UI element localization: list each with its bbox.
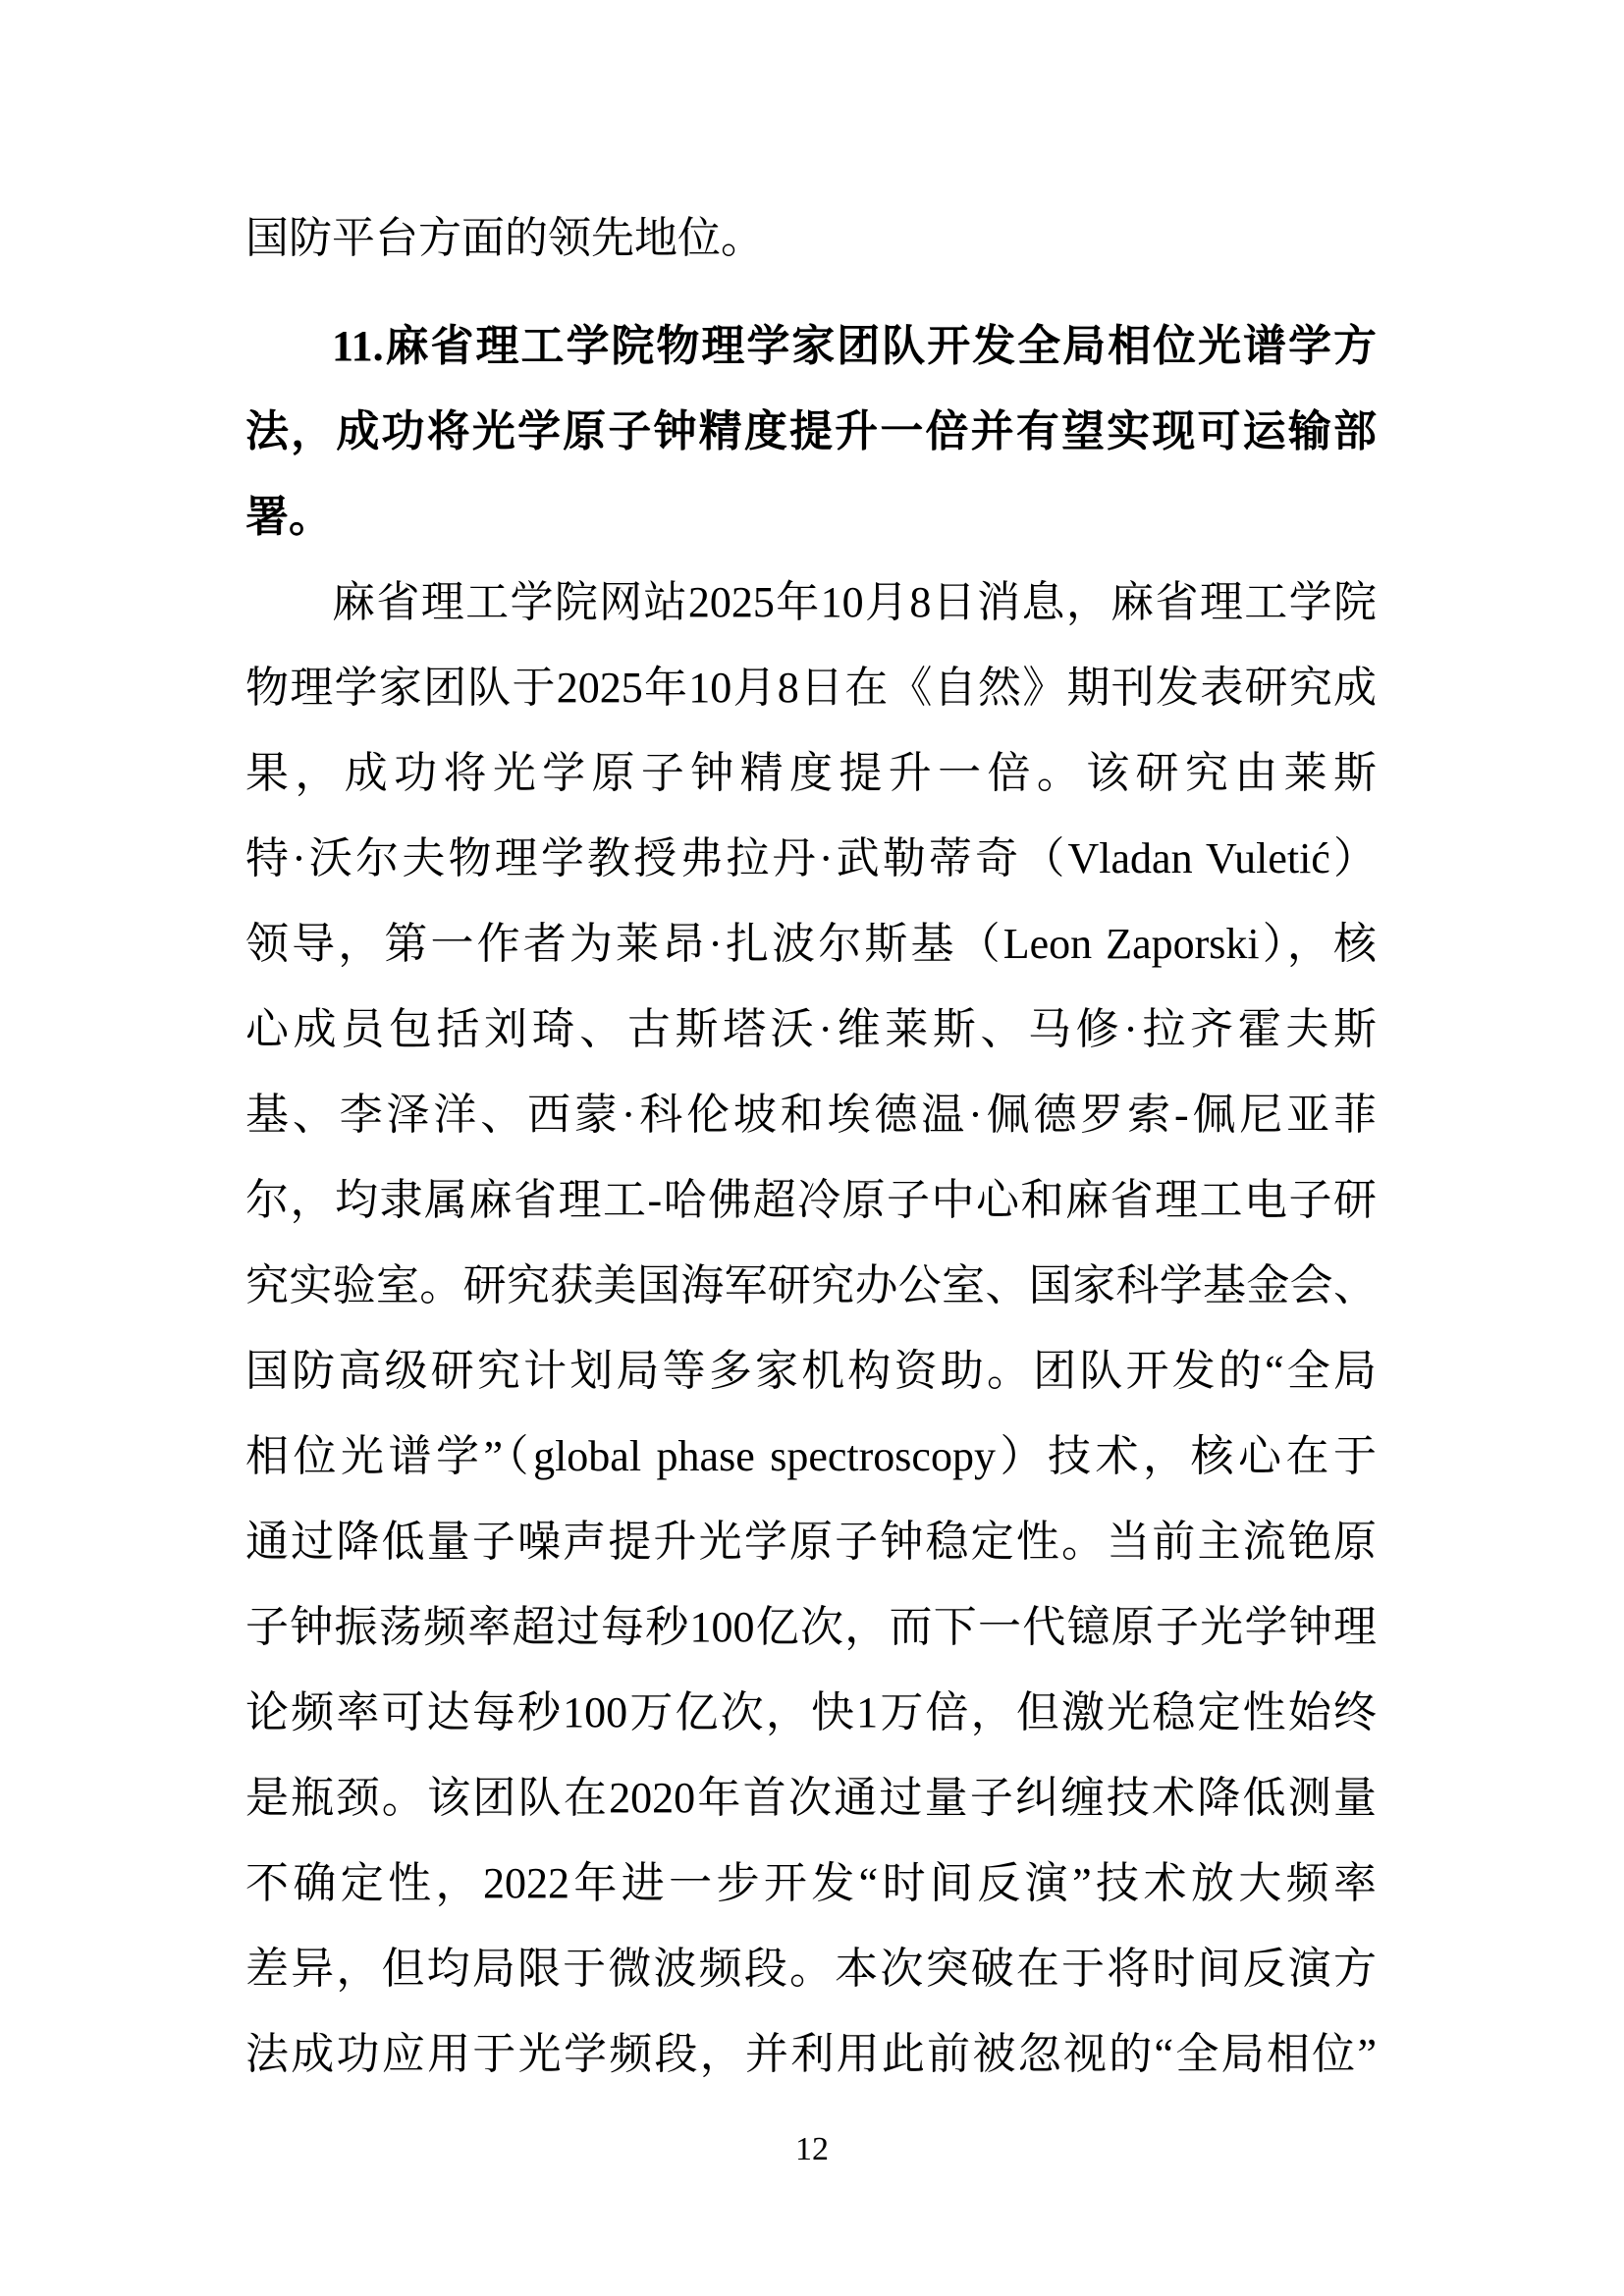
text-line: 物理学家团队于2025年10月8日在《自然》期刊发表研究成 bbox=[245, 664, 1377, 712]
text-line: 相位光谱学”（global phase spectroscopy）技术，核心在于 bbox=[245, 1432, 1377, 1480]
document-body bbox=[245, 195, 1377, 2097]
text-line: 麻省理工学院网站2025年10月8日消息，麻省理工学院 bbox=[332, 578, 1377, 626]
section-heading bbox=[245, 303, 1377, 560]
text-line: 法，成功将光学原子钟精度提升一倍并有望实现可运输部 bbox=[245, 407, 1377, 455]
text-line: 国防平台方面的领先地位。 bbox=[245, 214, 764, 262]
text-line: 果，成功将光学原子钟精度提升一倍。该研究由莱斯 bbox=[245, 749, 1377, 797]
text-line: 论频率可达每秒100万亿次，快1万倍，但激光稳定性始终 bbox=[245, 1688, 1377, 1736]
text-line: 究实验室。研究获美国海军研究办公室、国家科学基金会、 bbox=[245, 1261, 1377, 1309]
text-line: 特·沃尔夫物理学教授弗拉丹·武勒蒂奇（Vladan Vuletić） bbox=[245, 834, 1377, 882]
text-line: 11.麻省理工学院物理学家团队开发全局相位光谱学方 bbox=[332, 322, 1377, 370]
paragraph bbox=[245, 560, 1377, 2097]
text-line: 子钟振荡频率超过每秒100亿次，而下一代镱原子光学钟理 bbox=[245, 1603, 1377, 1651]
page-number: 12 bbox=[795, 2131, 829, 2167]
text-line: 基、李泽洋、西蒙·科伦坡和埃德温·佩德罗索-佩尼亚菲 bbox=[245, 1091, 1377, 1139]
text-line: 心成员包括刘琦、古斯塔沃·维莱斯、马修·拉齐霍夫斯 bbox=[245, 1005, 1377, 1053]
text-line: 差异，但均局限于微波频段。本次突破在于将时间反演方 bbox=[245, 1945, 1377, 1993]
text-line: 尔，均隶属麻省理工-哈佛超冷原子中心和麻省理工电子研 bbox=[245, 1176, 1377, 1224]
text-line: 领导，第一作者为莱昂·扎波尔斯基（Leon Zaporski），核 bbox=[245, 920, 1377, 968]
paragraph bbox=[245, 195, 1377, 281]
text-line: 是瓶颈。该团队在2020年首次通过量子纠缠技术降低测量 bbox=[245, 1774, 1377, 1822]
text-line: 国防高级研究计划局等多家机构资助。团队开发的“全局 bbox=[245, 1347, 1377, 1395]
text-line: 署。 bbox=[245, 493, 332, 541]
text-line: 不确定性，2022年进一步开发“时间反演”技术放大频率 bbox=[245, 1859, 1377, 1907]
text-line: 通过降低量子噪声提升光学原子钟稳定性。当前主流铯原 bbox=[245, 1518, 1377, 1566]
text-line: 法成功应用于光学频段，并利用此前被忽视的“全局相位” bbox=[245, 2030, 1377, 2078]
